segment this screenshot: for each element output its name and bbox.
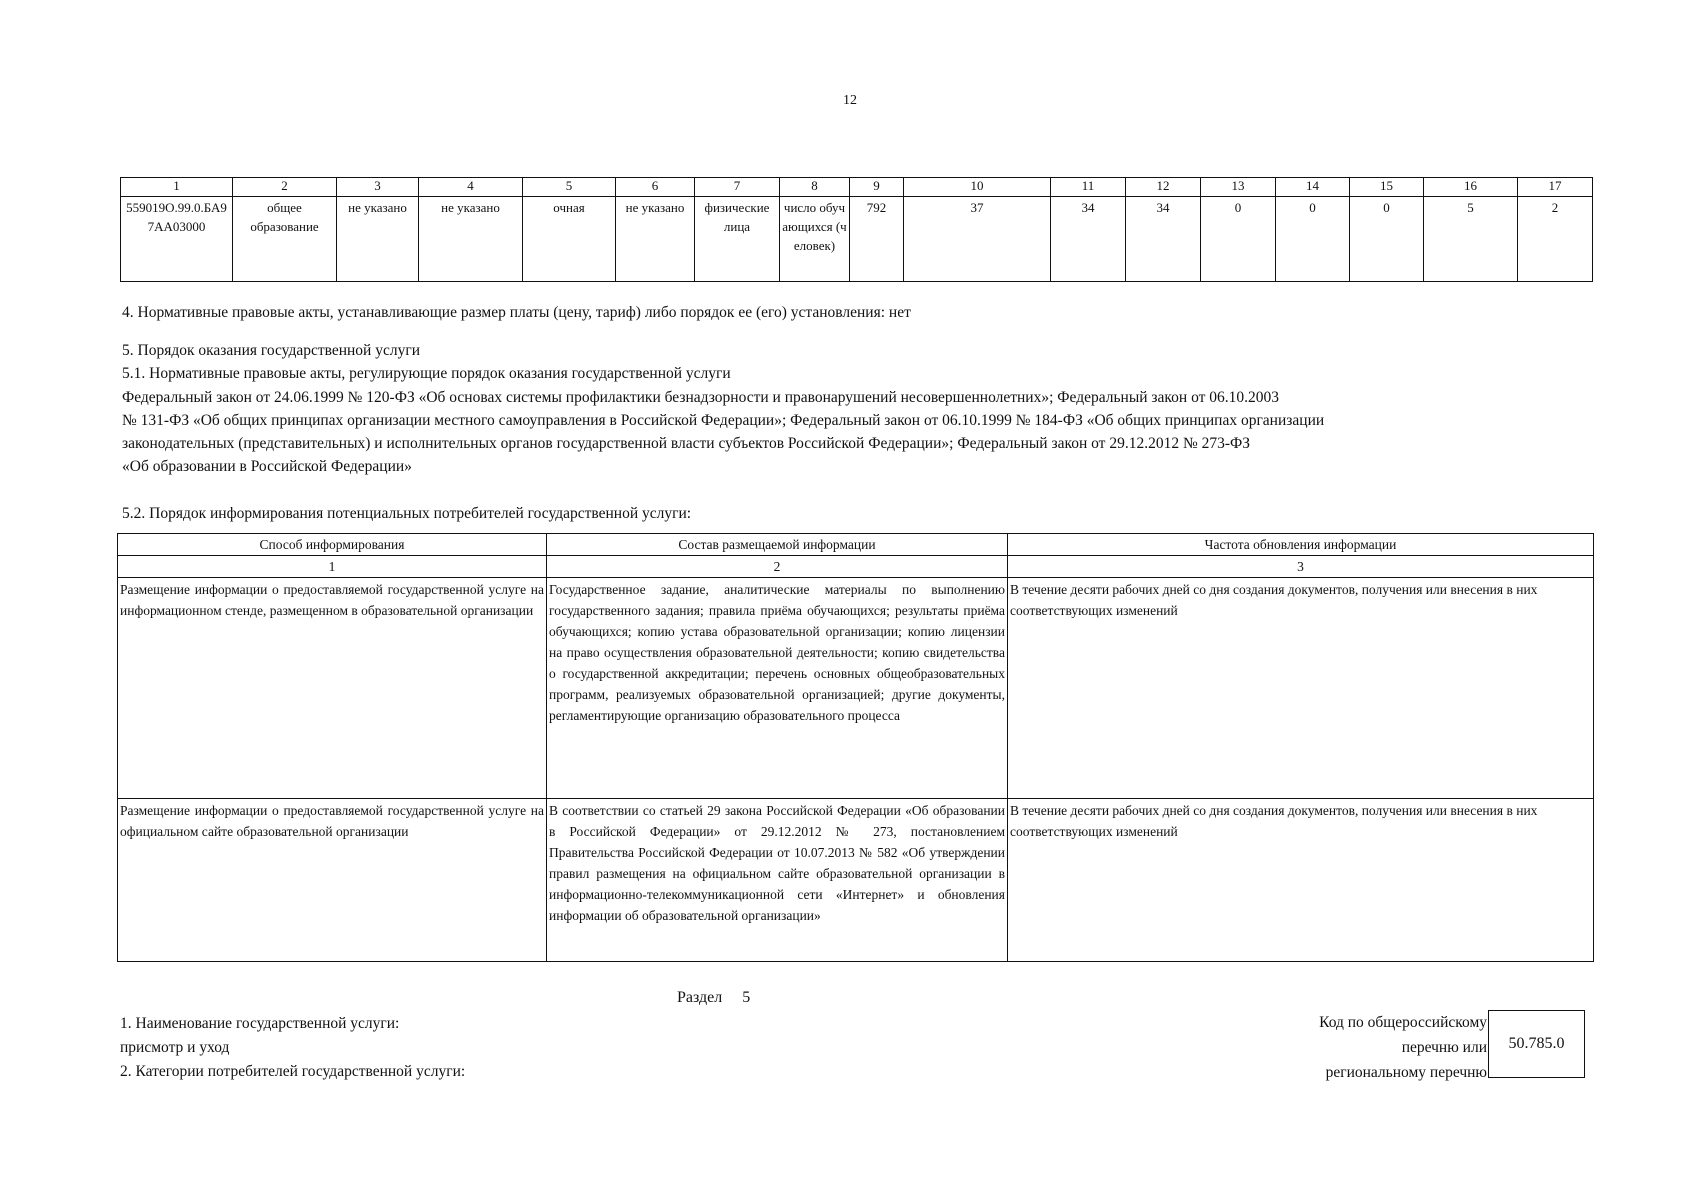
table-cell: 2 — [1518, 197, 1593, 282]
service-name: присмотр и уход — [120, 1039, 230, 1056]
categories-label: 2. Категории потребителей государственной услуги: — [120, 1063, 466, 1080]
table-row — [121, 197, 1593, 282]
table-cell: 0 — [1276, 197, 1350, 282]
table-cell: 5 — [1424, 197, 1518, 282]
registry-code-cell: 559019О.99.0.БА97АА03000 — [121, 197, 233, 282]
header-cell-content: Состав размещаемой информации — [547, 534, 1008, 556]
law-line: законодательных (представительных) и исполнительных органов государственной власти субъектов Российской Федерации»; Федеральный закон от 29.12.2012 № 273-ФЗ — [122, 435, 1251, 452]
paragraph-5-1: 5.1. Нормативные правовые акты, регулирующие порядок оказания государственной услуги — [122, 365, 731, 382]
column-number: 6 — [616, 178, 695, 197]
table-cell: общее образование — [233, 197, 337, 282]
column-number: 10 — [904, 178, 1051, 197]
law-line: «Об образовании в Российской Федерации» — [122, 458, 412, 475]
table-cell: 34 — [1126, 197, 1201, 282]
column-number: 9 — [850, 178, 904, 197]
column-number: 14 — [1276, 178, 1350, 197]
code-label — [1280, 1010, 1487, 1085]
column-number: 2 — [233, 178, 337, 197]
frequency-cell: В течение десяти рабочих дней со дня создания документов, получения или внесения в них соответствующих изменений — [1008, 799, 1594, 962]
table-cell: 37 — [904, 197, 1051, 282]
column-number: 8 — [780, 178, 850, 197]
code-label-line: Код по общероссийскому — [1319, 1014, 1487, 1031]
column-number: 17 — [1518, 178, 1593, 197]
column-number: 4 — [419, 178, 523, 197]
table-cell: физические лица — [695, 197, 780, 282]
frequency-cell: В течение десяти рабочих дней со дня создания документов, получения или внесения в них соответствующих изменений — [1008, 578, 1594, 799]
column-number: 3 — [337, 178, 419, 197]
page-number: 12 — [843, 93, 857, 108]
code-label-line: перечню или — [1401, 1039, 1487, 1056]
service-name-label: 1. Наименование государственной услуги: — [120, 1015, 400, 1032]
column-number: 3 — [1008, 556, 1594, 578]
column-number: 11 — [1051, 178, 1126, 197]
column-number: 7 — [695, 178, 780, 197]
column-number: 1 — [118, 556, 547, 578]
header-cell-method: Способ информирования — [118, 534, 547, 556]
table-row — [118, 799, 1594, 962]
method-cell: Размещение информации о предоставляемой государственной услуге на официальном сайте образовательной организации — [118, 799, 547, 962]
indicators-table — [120, 177, 1593, 282]
column-number: 12 — [1126, 178, 1201, 197]
column-number: 16 — [1424, 178, 1518, 197]
table-cell: 34 — [1051, 197, 1126, 282]
column-number: 13 — [1201, 178, 1276, 197]
table-cell: 792 — [850, 197, 904, 282]
indicators-header-row — [121, 178, 1593, 197]
section-heading: Раздел 5 — [677, 989, 751, 1006]
table-cell: не указано — [337, 197, 419, 282]
paragraph-4: 4. Нормативные правовые акты, устанавливающие размер платы (цену, тариф) либо порядок ее (его) установления: нет — [122, 304, 911, 321]
content-cell: В соответствии со статьей 29 закона Российской Федерации «Об образовании в Российской Федерации» от 29.12.2012 № 273, постановлением Правительства Российской Федерации от 10.07.2013 № 582 «Об утверждении правил размещения на официальном сайте образовательной организации в информационно-телекоммуникационной сети «Интернет» и обновления информации об образовательной организации» — [547, 799, 1008, 962]
column-number: 1 — [121, 178, 233, 197]
content-cell: Государственное задание, аналитические материалы по выполнению государственного задания; правила приёма обучающихся; результаты приёма обучающихся; копию устава образовательной организации; копию лицензии на право осуществления образовательной деятельности; копию свидетельства о государственной аккредитации; перечень основных общеобразовательных программ, реализуемых образовательной организацией; другие документы, регламентирующие организацию образовательного процесса — [547, 578, 1008, 799]
paragraph-5: 5. Порядок оказания государственной услуги — [122, 342, 420, 359]
header-cell-frequency: Частота обновления информации — [1008, 534, 1594, 556]
table-cell: 0 — [1201, 197, 1276, 282]
column-number: 2 — [547, 556, 1008, 578]
unit-cell: число обучающихся (человек) — [780, 197, 850, 282]
informing-header-row — [118, 534, 1594, 556]
method-cell: Размещение информации о предоставляемой государственной услуге на информационном стенде, размещенном в образовательной организации — [118, 578, 547, 799]
table-cell: не указано — [616, 197, 695, 282]
column-number: 15 — [1350, 178, 1424, 197]
table-cell: очная — [523, 197, 616, 282]
law-line: Федеральный закон от 24.06.1999 № 120-ФЗ «Об основах системы профилактики безнадзорности и правонарушений несовершеннолетних»; Федеральный закон от 06.10.2003 — [122, 389, 1280, 406]
column-number: 5 — [523, 178, 616, 197]
table-row — [118, 578, 1594, 799]
code-label-line: региональному перечню — [1325, 1064, 1487, 1081]
paragraph-5-2: 5.2. Порядок информирования потенциальных потребителей государственной услуги: — [122, 505, 692, 522]
informing-number-row — [118, 556, 1594, 578]
table-cell: 0 — [1350, 197, 1424, 282]
table-cell: не указано — [419, 197, 523, 282]
code-box: 50.785.0 — [1488, 1010, 1585, 1078]
law-line: № 131-ФЗ «Об общих принципах организации местного самоуправления в Российской Федерации»; Федеральный закон от 06.10.1999 № 184-ФЗ «Об общих принципах организации — [122, 412, 1325, 429]
informing-table — [117, 533, 1594, 962]
